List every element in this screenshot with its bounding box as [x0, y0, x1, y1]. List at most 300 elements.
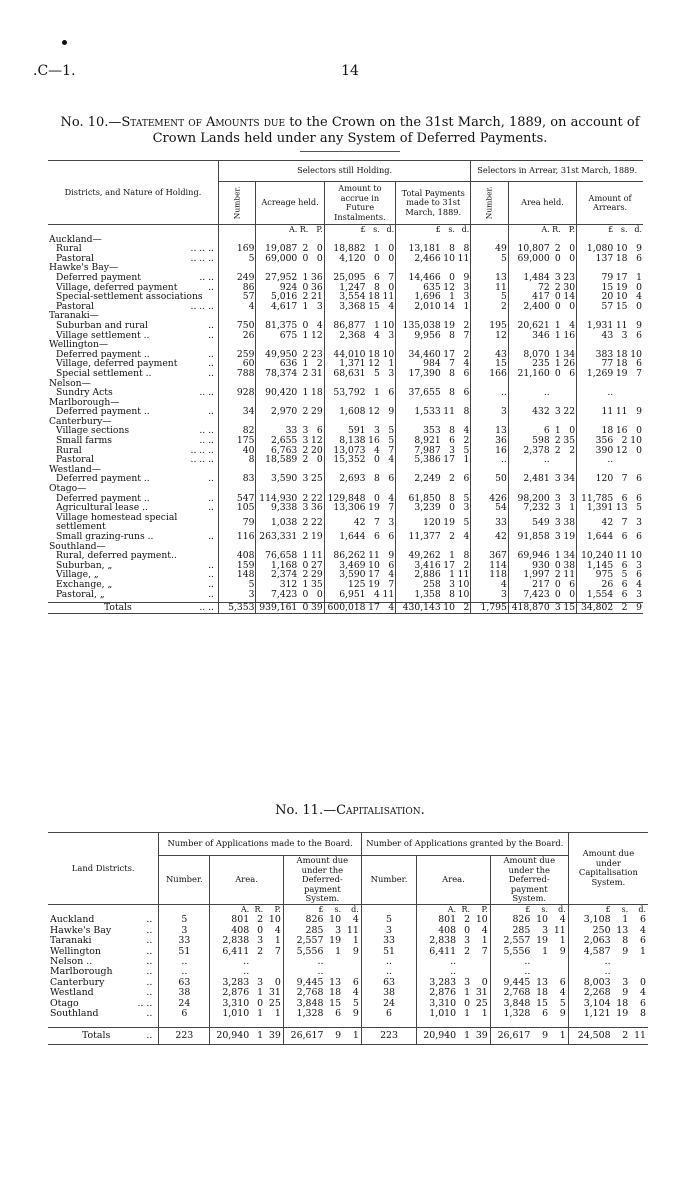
col-acreage: Acreage held. [256, 182, 324, 225]
value-br: 1 [554, 425, 561, 437]
holding-name: Rural [56, 444, 82, 456]
value-bp: 31 [475, 987, 488, 999]
value-fd: 7 [388, 444, 395, 456]
value-td: 8 [463, 550, 470, 562]
value-br: 1 [554, 550, 561, 562]
spacer-cell [472, 1019, 490, 1028]
value-g: 1,328 [490, 1009, 532, 1019]
value-ar: 2 [302, 367, 309, 379]
unit-label: P. [274, 904, 281, 914]
value-ar: 1 [302, 329, 309, 341]
t11-col-cap: Amount due under Capitalisation System. [568, 833, 648, 905]
value-b: 7,423 [508, 590, 550, 600]
value-t: 120 [396, 513, 442, 532]
table11-title: No. 11.—Capitalisation. [275, 803, 425, 818]
district-label: Auckland— [49, 233, 102, 245]
holding-name: Exchange, „ [56, 578, 113, 590]
value-xs: 6 [621, 588, 628, 600]
value-fd: 7 [388, 271, 395, 283]
value-cd: 4 [640, 924, 646, 936]
value-n: 169 [218, 244, 256, 254]
value-bp: 34 [563, 473, 576, 485]
total-br: 3 [551, 603, 562, 614]
value-b: 7,232 [508, 503, 550, 513]
spacer-row [48, 1019, 648, 1028]
table-row [48, 407, 643, 417]
value-n: 3 [218, 590, 256, 600]
value-g: 3,848 [490, 999, 532, 1009]
leader-dots: .. [208, 473, 214, 485]
value-ar: 2 [302, 569, 309, 581]
value-m: 9,445 [283, 978, 325, 988]
holding-name: Rural [56, 243, 82, 255]
total-b: 418,870 [508, 603, 550, 614]
value-br: 3 [554, 502, 561, 514]
value-xd: 3 [636, 559, 642, 571]
value-ar: 1 [302, 358, 309, 370]
table-row [48, 999, 648, 1009]
value-a: 49,950 [256, 350, 298, 360]
leader-dots: .. [146, 935, 153, 947]
value-a: 1,010 [210, 1009, 251, 1019]
value-ar: 3 [257, 935, 264, 947]
value-ts: 17 [443, 559, 455, 571]
col-number2: Number. [471, 182, 509, 225]
totals-text: Totals [104, 602, 132, 614]
value-n2: 5 [471, 254, 509, 264]
value-b: 2,378 [508, 446, 550, 456]
col-amount-future: Amount to accrue in Future Instalments. [324, 182, 396, 225]
unit-label: d. [634, 225, 642, 234]
group-row [48, 417, 643, 427]
unit-label: £ [283, 904, 325, 915]
value-n: 86 [218, 283, 256, 293]
value-br: 1 [464, 1008, 471, 1020]
value-x: 79 [577, 273, 615, 283]
value-a: .. [210, 957, 251, 967]
district-label: Canterbury— [49, 415, 112, 427]
unit-label: d. [386, 225, 395, 234]
value-n2: 3 [361, 926, 416, 936]
value-m: 285 [283, 926, 325, 936]
value-ar: 1 [302, 578, 309, 590]
value-ts: 8 [449, 329, 455, 341]
value-f: 13,073 [324, 446, 366, 456]
value-ap: 0 [274, 976, 281, 988]
holding-name: Small grazing-runs .. [56, 531, 154, 542]
value-x: 26 [577, 580, 615, 590]
value-ts: 12 [443, 281, 455, 293]
total-bp: 15 [563, 602, 576, 614]
value-xs: 16 [615, 425, 628, 437]
value-f: 1,371 [324, 359, 366, 369]
value-t: 2,466 [396, 254, 442, 264]
value-cs: 19 [616, 1008, 629, 1020]
value-n: 408 [218, 551, 256, 561]
page-number: 14 [341, 63, 359, 79]
value-td: 4 [463, 425, 470, 437]
value-n2: .. [361, 967, 416, 977]
spacer-cell [48, 1019, 159, 1028]
value-f: 68,631 [324, 369, 366, 379]
value-x: 356 [577, 436, 615, 446]
value-a: 801 [210, 915, 251, 925]
value-b: 217 [508, 580, 550, 590]
value-xs: 2 [621, 435, 628, 447]
value-bp: 22 [563, 406, 576, 418]
value-xs: 6 [621, 531, 628, 542]
value-t: 2,886 [396, 570, 442, 580]
value-bp: 38 [563, 559, 576, 571]
value-f: 1,608 [324, 407, 366, 417]
holding-name: Deferred payment .. [56, 406, 150, 418]
value-ap: 35 [310, 578, 323, 590]
unit-label: A. [417, 904, 458, 915]
value-fd: 4 [388, 454, 395, 466]
value-fd: 10 [382, 348, 395, 360]
value-br: 2 [554, 281, 561, 293]
leader-dots: .. .. [199, 425, 214, 437]
value-n: 60 [218, 359, 256, 369]
value-cs: 13 [616, 924, 629, 936]
value-n2: 114 [471, 561, 509, 571]
value-td: 3 [463, 502, 470, 514]
value-a: 2,374 [256, 570, 298, 580]
value-t: 34,460 [396, 350, 442, 360]
value-ar: 2 [257, 945, 264, 957]
value-ar: 2 [302, 492, 309, 504]
value-b: 69,000 [508, 254, 550, 264]
value-xs: 6 [621, 559, 628, 571]
value-b: 408 [417, 926, 458, 936]
table-row [48, 532, 643, 542]
value-n: 259 [218, 350, 256, 360]
value-f: 6,951 [324, 590, 366, 600]
value-n2: 33 [361, 936, 416, 946]
value-md: 9 [352, 945, 359, 957]
value-xs: 19 [615, 367, 628, 379]
value-bp: 19 [563, 531, 576, 542]
unit-label: P. [316, 225, 323, 234]
value-ar: 3 [302, 425, 309, 437]
value-b: .. [417, 967, 458, 977]
value-n: 34 [218, 407, 256, 417]
value-ts: 1 [449, 550, 455, 562]
holding-name: Suburban and rural [56, 319, 148, 331]
total-ts: 10 [443, 602, 455, 614]
value-ap: 11 [310, 550, 323, 562]
leader-dots: .. .. [199, 602, 214, 614]
leader-dots: .. [146, 987, 153, 999]
value-br: 3 [554, 473, 561, 485]
value-xd: 6 [636, 492, 642, 504]
value-t: 135,038 [396, 321, 442, 331]
value-fs: 15 [368, 300, 380, 312]
value-b: 598 [508, 436, 550, 446]
value-b: 98,200 [508, 494, 550, 504]
district-label: Westland— [49, 463, 101, 475]
value-fs: 7 [373, 516, 380, 528]
value-f: 591 [324, 426, 366, 436]
value-b: 1,997 [508, 570, 550, 580]
leader-dots: .. [146, 945, 153, 957]
spacer-cell [613, 1019, 631, 1028]
holding-label [48, 590, 218, 600]
leader-dots: .. .. .. [190, 444, 214, 456]
value-br: 2 [554, 569, 561, 581]
value-n: 40 [218, 446, 256, 456]
value-f: 25,095 [324, 273, 366, 283]
value-bp: 6 [569, 367, 576, 379]
table-row [48, 388, 643, 398]
value-fs: 4 [373, 444, 380, 456]
deferred-payments-table [48, 160, 643, 614]
value-gs: 19 [536, 935, 549, 947]
value-ap: 3 [316, 300, 323, 312]
value-ar: 2 [302, 291, 309, 303]
value-bp: 35 [563, 435, 576, 447]
value-ts: 17 [443, 348, 455, 360]
value-a: 18,589 [256, 455, 298, 465]
value-ts: 8 [449, 243, 455, 255]
spacer-cell [325, 1019, 343, 1028]
value-t: 17,390 [396, 369, 442, 379]
value-n2: 16 [471, 446, 509, 456]
value-fs: 6 [373, 271, 380, 283]
value-xd: 0 [636, 300, 642, 312]
table-row [48, 947, 648, 957]
value-ar: 1 [302, 300, 309, 312]
leader-dots: .. [208, 569, 214, 581]
value-xs [614, 388, 628, 398]
district-name: Canterbury [50, 976, 105, 988]
value-n2: .. [471, 388, 509, 398]
value-n2: 426 [471, 494, 509, 504]
spacer-cell [159, 1019, 210, 1028]
value-ts: 8 [449, 492, 455, 504]
value-xd: 3 [636, 588, 642, 600]
district-label: Taranaki— [49, 310, 99, 322]
value-gd: 9 [559, 1008, 566, 1020]
totals-row [48, 603, 643, 614]
value-gs: 1 [542, 945, 549, 957]
col-district: Districts, and Nature of Holding. [48, 161, 218, 225]
holding-name: Deferred payment .. [56, 492, 150, 504]
value-ms: 18 [329, 987, 342, 999]
value-n2: 2 [471, 302, 509, 312]
value-bp [562, 388, 577, 398]
value-gd: 11 [553, 924, 566, 936]
value-md: 9 [352, 1008, 359, 1020]
district-name: Westland [50, 987, 94, 999]
value-bp [562, 455, 577, 465]
value-ar: 2 [302, 516, 309, 528]
ink-mark [62, 40, 67, 45]
table-row [48, 978, 648, 988]
value-bp: 25 [475, 997, 488, 1009]
holding-label [48, 513, 218, 532]
value-t: 1,533 [396, 407, 442, 417]
value-a: 27,952 [256, 273, 298, 283]
value-m: 5,556 [283, 947, 325, 957]
value-ap: 36 [310, 271, 323, 283]
value-a: 9,338 [256, 503, 298, 513]
holding-name: Suburban, „ [56, 559, 113, 571]
value-ap: 0 [316, 243, 323, 255]
value-a: 408 [210, 926, 251, 936]
value-ap: 4 [274, 924, 281, 936]
value-b: .. [417, 957, 458, 967]
district-label: Marlborough— [49, 396, 120, 408]
value-ap: 29 [310, 406, 323, 418]
value-x: 383 [577, 350, 615, 360]
value-x: .. [577, 388, 615, 398]
value-td: 2 [463, 319, 470, 331]
value-m: .. [283, 957, 325, 967]
value-gd: 5 [559, 997, 566, 1009]
value-a: 90,420 [256, 388, 298, 398]
totals-label [48, 603, 218, 614]
value-ms: 15 [329, 997, 342, 1009]
value-xd: 6 [636, 569, 642, 581]
value-n: 4 [218, 302, 256, 312]
empty-cell [562, 379, 577, 389]
value-n2: 13 [471, 426, 509, 436]
value-ap: 1 [274, 935, 281, 947]
value-c: .. [568, 967, 612, 977]
value-f: 8,138 [324, 436, 366, 446]
value-ar: 0 [302, 588, 309, 600]
value-t: 11,377 [396, 532, 442, 542]
holding-name: Deferred payment .. [56, 473, 150, 485]
value-n: 5 [159, 915, 210, 925]
leader-dots: .. [208, 348, 214, 360]
value-td: 2 [463, 559, 470, 571]
value-ar: 2 [302, 348, 309, 360]
value-xd: 7 [636, 367, 642, 379]
district-name: Nelson .. [50, 956, 93, 967]
value-b: 235 [508, 359, 550, 369]
value-t: 1,696 [396, 292, 442, 302]
total-n: 5,353 [218, 603, 256, 614]
value-md: 6 [352, 976, 359, 988]
value-fs: 0 [373, 492, 380, 504]
value-cs: 9 [622, 945, 629, 957]
value-n2: 195 [471, 321, 509, 331]
value-fs: 5 [373, 367, 380, 379]
value-x: 1,145 [577, 561, 615, 571]
holding-name: Deferred payment .. [56, 348, 150, 360]
units-spacer [471, 225, 509, 235]
value-gd: 4 [559, 987, 566, 999]
value-t: 7,987 [396, 446, 442, 456]
leader-dots: .. .. .. [190, 454, 214, 466]
value-td: 3 [463, 291, 470, 303]
value-n: 175 [218, 436, 256, 446]
value-n: 38 [159, 988, 210, 998]
value-br: 3 [554, 271, 561, 283]
empty-cell [551, 379, 562, 389]
value-gd: 6 [559, 976, 566, 988]
value-ap: 1 [274, 1008, 281, 1020]
value-a: 3,590 [256, 474, 298, 484]
value-br: 0 [554, 367, 561, 379]
total-xd: 9 [629, 603, 643, 614]
total-ar: 1 [251, 1028, 265, 1045]
total-c: 24,508 [568, 1028, 612, 1045]
value-md [343, 957, 361, 967]
value-xs: 10 [615, 243, 628, 255]
value-ts: 11 [443, 406, 455, 418]
value-fd: 0 [388, 252, 395, 264]
value-b: 3,310 [417, 999, 458, 1009]
total-a: 939,161 [256, 603, 298, 614]
unit-label: d. [461, 225, 470, 234]
value-br: 1 [554, 329, 561, 341]
value-ap: 10 [268, 914, 281, 926]
value-xd [629, 388, 643, 398]
spacer-cell [568, 1019, 612, 1028]
units-row [48, 225, 643, 235]
value-ts: 14 [443, 300, 455, 312]
totals-label [48, 1028, 159, 1045]
value-x: 15 [577, 283, 615, 293]
spacer-cell [532, 1019, 550, 1028]
value-fd: 4 [388, 569, 395, 581]
totals-row [48, 1028, 648, 1045]
value-fs: 0 [373, 252, 380, 264]
value-cd: 6 [640, 914, 646, 926]
value-fs: 19 [368, 578, 380, 590]
value-xs [614, 455, 628, 465]
total-g: 26,617 [490, 1028, 532, 1045]
value-n2: 3 [471, 407, 509, 417]
holding-name: Small farms [56, 435, 112, 447]
value-gd [550, 957, 568, 967]
value-f: 125 [324, 580, 366, 590]
value-ts: 10 [443, 252, 455, 264]
value-fd: 6 [388, 387, 395, 399]
holding-name: Pastoral [56, 300, 94, 312]
units-row [48, 904, 648, 915]
value-bp: 2 [569, 444, 576, 456]
value-b: 2,481 [508, 474, 550, 484]
value-x: 1,269 [577, 369, 615, 379]
leader-dots: .. [208, 329, 214, 341]
value-f: 13,306 [324, 503, 366, 513]
value-ap: 7 [274, 945, 281, 957]
value-f: 4,120 [324, 254, 366, 264]
value-xd: 0 [636, 281, 642, 293]
value-ar: 2 [302, 243, 309, 255]
value-xs: 18 [615, 348, 628, 360]
leader-dots: .. .. [199, 435, 214, 447]
value-ap: 22 [310, 492, 323, 504]
value-ts: 0 [449, 502, 455, 514]
value-n: 6 [159, 1009, 210, 1019]
district-label: Otago— [49, 483, 87, 495]
unit-label: s. [541, 904, 549, 914]
value-cd: 6 [640, 997, 646, 1009]
value-fd: 7 [388, 502, 395, 514]
value-f: 18,882 [324, 244, 366, 254]
value-m: 2,768 [283, 988, 325, 998]
value-cd [630, 957, 648, 967]
value-c: .. [568, 957, 612, 967]
value-b: 69,946 [508, 551, 550, 561]
value-ar: 1 [302, 387, 309, 399]
value-ar: 2 [302, 406, 309, 418]
